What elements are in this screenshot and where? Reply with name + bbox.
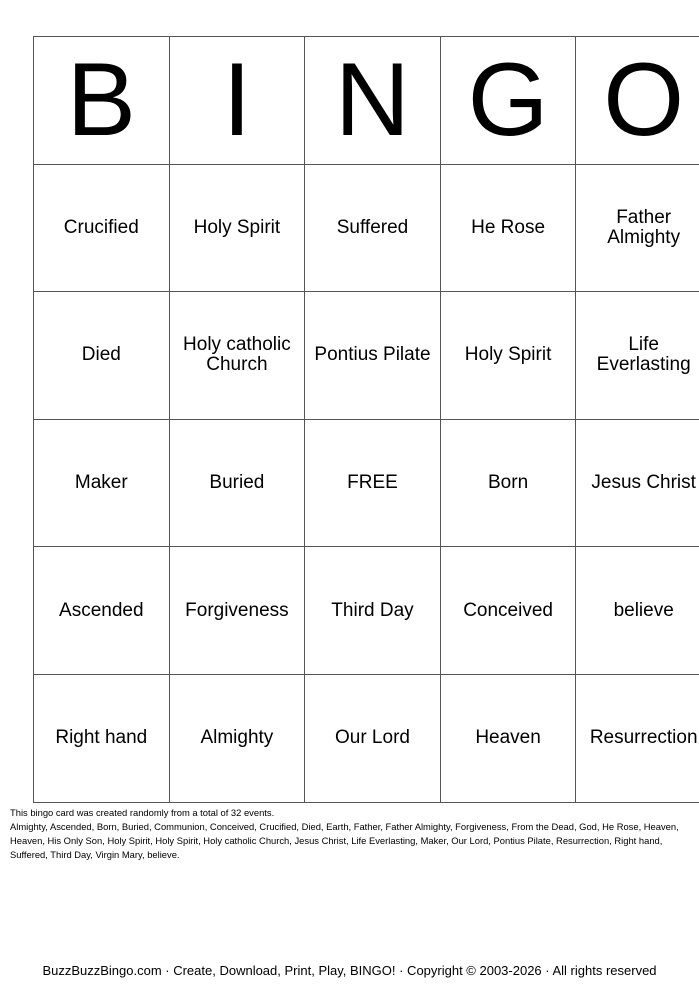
header-letter: G [440,37,576,165]
bingo-cell: Right hand [34,674,170,802]
bingo-cell: Maker [34,419,170,547]
bingo-cell: Holy catholic Church [169,292,305,420]
bingo-card [33,36,699,803]
bingo-cell: Life Everlasting [576,292,699,420]
bingo-cell: Conceived [440,547,576,675]
card-note [10,806,690,862]
bingo-cell: Died [34,292,170,420]
free-cell: FREE [305,419,441,547]
card-row [34,674,699,802]
bingo-cell: Our Lord [305,674,441,802]
bingo-cell: Holy Spirit [169,164,305,292]
card-row [34,164,699,292]
bingo-cell: Resurrection [576,674,699,802]
header-letter: B [34,37,170,165]
header-letter: N [305,37,441,165]
bingo-cell: He Rose [440,164,576,292]
card-row [34,419,699,547]
note-events: Almighty, Ascended, Born, Buried, Communion, Conceived, Crucified, Died, Earth, Father, Father Almighty, Forgiveness, From the Dead, God, He Rose, Heaven, Heaven, His Only Son, Holy Spirit, Holy Spirit, Holy catholic Church, Jesus Christ, Life Everlasting, Maker, Our Lord, Pontius Pilate, Resurrection, Right hand, Suffered, Third Day, Virgin Mary, believe. [10,821,679,860]
footer: BuzzBuzzBingo.com · Create, Download, Print, Play, BINGO! · Copyright © 2003-2026 · All rights reserved [42,963,657,978]
bingo-cell: Almighty [169,674,305,802]
bingo-cell: Buried [169,419,305,547]
bingo-cell: Born [440,419,576,547]
bingo-cell: Pontius Pilate [305,292,441,420]
header-letter: O [576,37,699,165]
header-letter: I [169,37,305,165]
card-row [34,547,699,675]
bingo-cell: Crucified [34,164,170,292]
bingo-cell: Holy Spirit [440,292,576,420]
card-row [34,292,699,420]
note-intro: This bingo card was created randomly from a total of 32 events. [10,807,275,818]
bingo-cell: believe [576,547,699,675]
header-row [34,37,699,165]
bingo-cell: Jesus Christ [576,419,699,547]
bingo-cell: Third Day [305,547,441,675]
bingo-cell: Father Almighty [576,164,699,292]
bingo-cell: Heaven [440,674,576,802]
bingo-cell: Forgiveness [169,547,305,675]
bingo-cell: Ascended [34,547,170,675]
bingo-cell: Suffered [305,164,441,292]
